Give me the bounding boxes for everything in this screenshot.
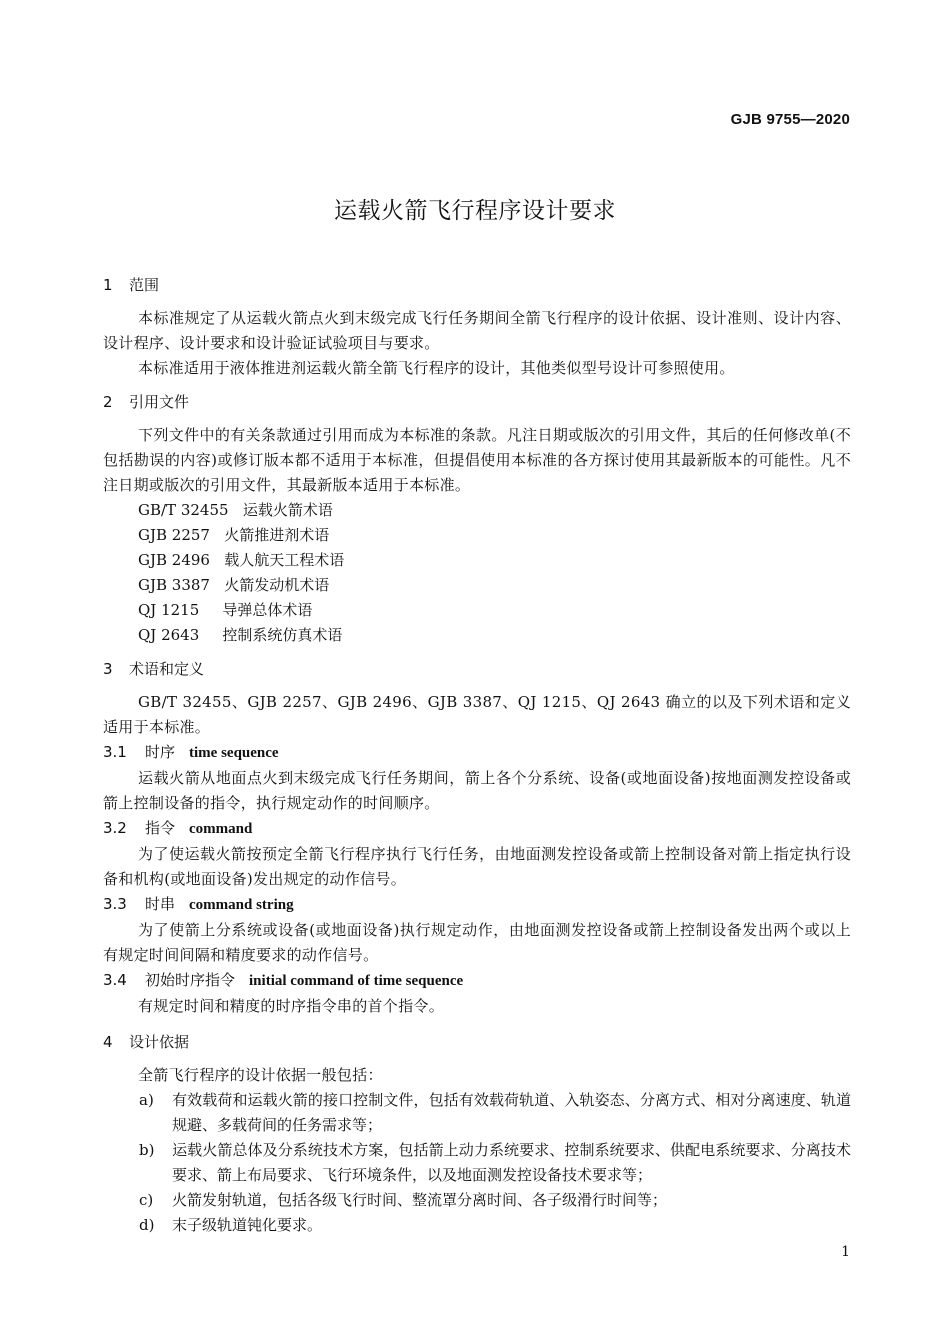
- term-cn: 初始时序指令: [145, 971, 236, 989]
- section-title: 引用文件: [129, 393, 190, 411]
- reference-item: [103, 598, 851, 623]
- reference-name: 导弹总体术语: [222, 601, 313, 619]
- term-cn: 时串: [145, 895, 176, 913]
- reference-item: [103, 623, 851, 648]
- term-heading: [103, 740, 851, 766]
- term-number: 3.3: [103, 895, 127, 913]
- section-heading-design-basis: [103, 1027, 851, 1057]
- term-en: command string: [189, 897, 294, 913]
- term-cn: 指令: [145, 819, 176, 837]
- paragraph: GB/T 32455、GJB 2257、GJB 2496、GJB 3387、QJ 1215、QJ 2643 确立的以及下列术语和定义适用于本标准。: [103, 693, 851, 736]
- list-item: [103, 1138, 851, 1188]
- reference-name: 火箭推进剂术语: [224, 526, 330, 544]
- reference-code: QJ 1215: [138, 601, 200, 619]
- list-marker: b): [139, 1141, 155, 1159]
- list-text: 运载火箭总体及分系统技术方案，包括箭上动力系统要求、控制系统要求、供配电系统要求、分离技术要求、箭上布局要求、飞行环境条件，以及地面测发控设备技术要求等；: [172, 1141, 851, 1184]
- list-text: 末子级轨道钝化要求。: [172, 1216, 323, 1234]
- list-marker: a): [139, 1091, 154, 1109]
- paragraph: 本标准规定了从运载火箭点火到末级完成飞行任务期间全箭飞行程序的设计依据、设计准则、设计内容、设计程序、设计要求和设计验证试验项目与要求。: [103, 309, 851, 352]
- paragraph: 下列文件中的有关条款通过引用而成为本标准的条款。凡注日期或版次的引用文件，其后的任何修改单(不包括勘误的内容)或修订版本都不适用于本标准，但提倡使用本标准的各方探讨使用其最新版本的可能性。凡不注日期或版次的引用文件，其最新版本适用于本标准。: [103, 426, 851, 494]
- reference-name: 运载火箭术语: [242, 501, 333, 519]
- reference-item: [103, 523, 851, 548]
- page-number: 1: [841, 1244, 850, 1260]
- term-en: command: [189, 821, 253, 837]
- term-en: initial command of time sequence: [249, 973, 464, 989]
- term-heading: [103, 816, 851, 842]
- reference-item: [103, 573, 851, 598]
- list-text: 火箭发射轨道，包括各级飞行时间、整流罩分离时间、各子级滑行时间等；: [172, 1191, 668, 1209]
- term-en: time sequence: [189, 745, 279, 761]
- section-heading-references: [103, 387, 851, 417]
- section-heading-terms: [103, 654, 851, 684]
- section-title: 设计依据: [129, 1033, 190, 1051]
- paragraph: 全箭飞行程序的设计依据一般包括：: [138, 1066, 383, 1084]
- section-number: 4: [103, 1033, 113, 1051]
- term-heading: [103, 892, 851, 918]
- list-marker: d): [139, 1216, 155, 1234]
- list-text: 有效载荷和运载火箭的接口控制文件，包括有效载荷轨道、入轨姿态、分离方式、相对分离速度、轨道规避、多载荷间的任务需求等；: [172, 1091, 851, 1134]
- term-number: 3.4: [103, 971, 127, 989]
- section-number: 1: [103, 276, 113, 294]
- reference-name: 载人航天工程术语: [224, 551, 345, 569]
- term-definition: 为了使箭上分系统或设备(或地面设备)执行规定动作，由地面测发控设备或箭上控制设备发出两个或以上有规定时间间隔和精度要求的动作信号。: [103, 921, 851, 964]
- term-number: 3.2: [103, 819, 127, 837]
- list-item: [103, 1088, 851, 1138]
- reference-code: GJB 2496: [138, 551, 210, 569]
- paragraph: 本标准适用于液体推进剂运载火箭全箭飞行程序的设计，其他类似型号设计可参照使用。: [138, 359, 735, 377]
- reference-name: 控制系统仿真术语: [222, 626, 343, 644]
- reference-code: QJ 2643: [138, 626, 200, 644]
- term-definition: 有规定时间和精度的时序指令串的首个指令。: [138, 997, 445, 1015]
- section-title: 范围: [129, 276, 160, 294]
- reference-item: [103, 498, 851, 523]
- term-definition: 运载火箭从地面点火到末级完成飞行任务期间，箭上各个分系统、设备(或地面设备)按地面测发控设备或箭上控制设备的指令，执行规定动作的时间顺序。: [103, 769, 851, 812]
- list-item: [103, 1213, 851, 1238]
- reference-code: GJB 2257: [138, 526, 210, 544]
- section-number: 2: [103, 393, 113, 411]
- section-number: 3: [103, 660, 113, 678]
- reference-code: GB/T 32455: [138, 501, 229, 519]
- document-body: [103, 270, 851, 1238]
- section-title: 术语和定义: [129, 660, 205, 678]
- document-title: 运载火箭飞行程序设计要求: [334, 198, 616, 224]
- term-number: 3.1: [103, 743, 127, 761]
- reference-item: [103, 548, 851, 573]
- standard-code: GJB 9755—2020: [730, 111, 850, 128]
- term-heading: [103, 968, 851, 994]
- reference-name: 火箭发动机术语: [224, 576, 330, 594]
- section-heading-scope: [103, 270, 851, 300]
- list-item: [103, 1188, 851, 1213]
- list-marker: c): [139, 1191, 154, 1209]
- term-definition: 为了使运载火箭按预定全箭飞行程序执行飞行任务，由地面测发控设备或箭上控制设备对箭上指定执行设备和机构(或地面设备)发出规定的动作信号。: [103, 845, 851, 888]
- term-cn: 时序: [145, 743, 176, 761]
- reference-code: GJB 3387: [138, 576, 210, 594]
